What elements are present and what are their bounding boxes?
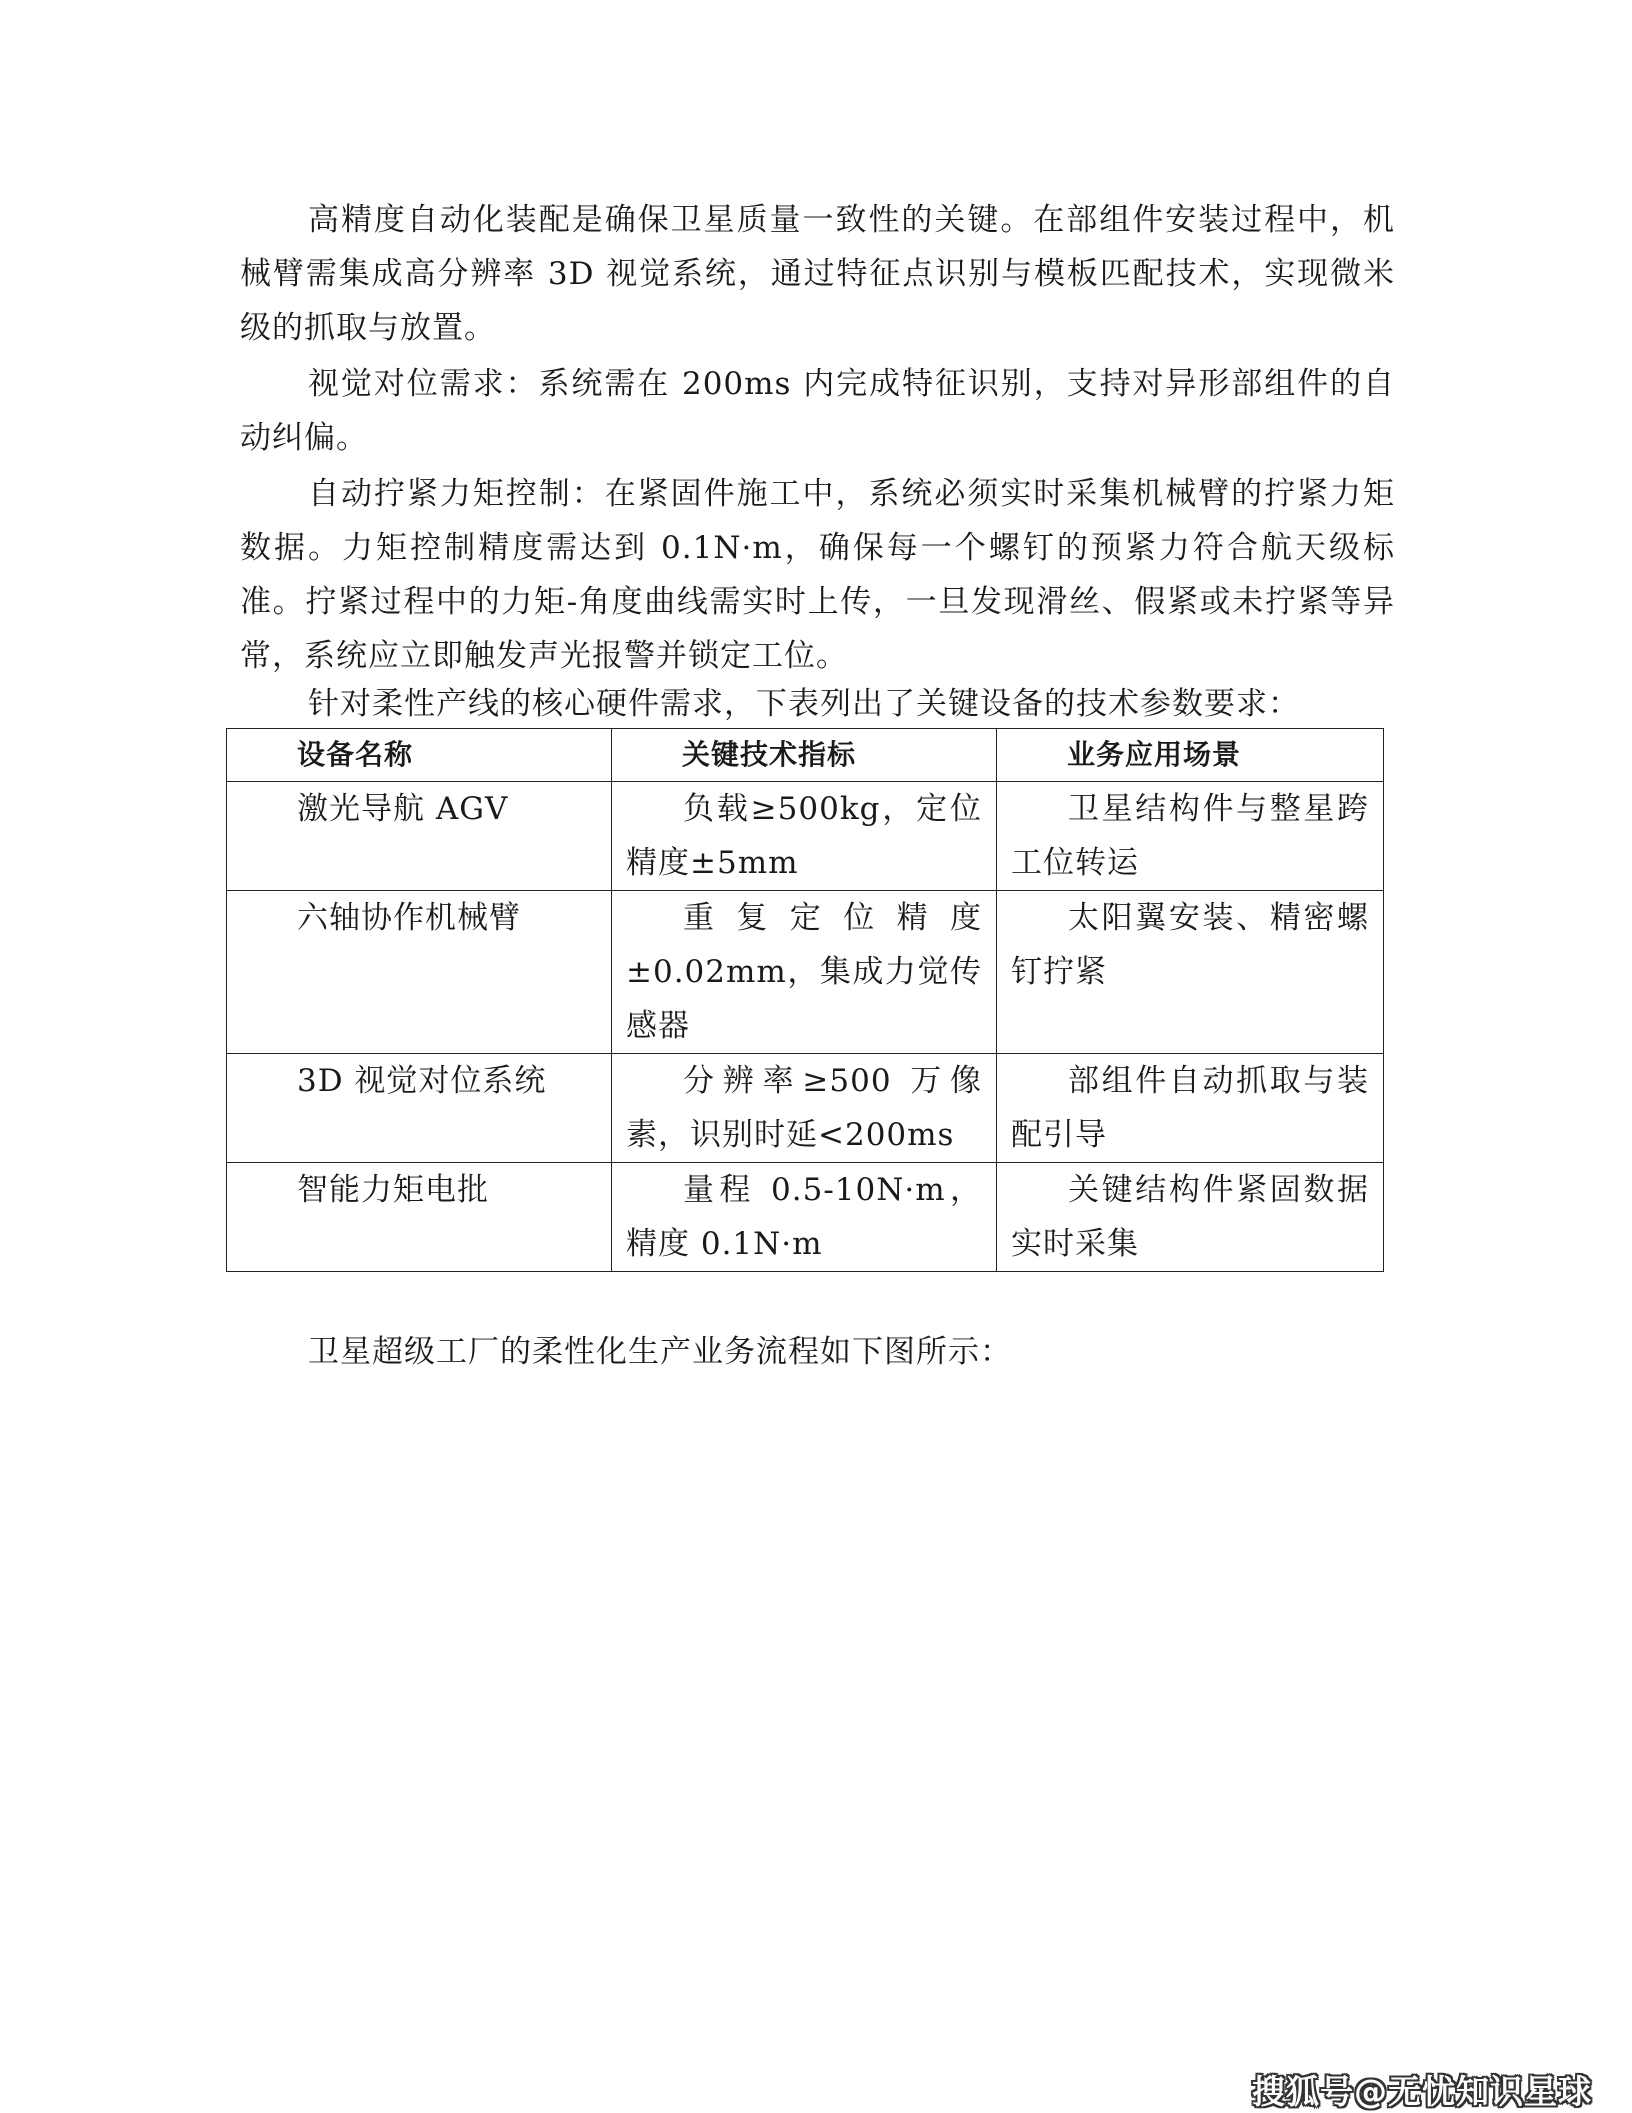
cell-device-name: 智能力矩电批	[227, 1163, 612, 1272]
cell-device-name: 激光导航 AGV	[227, 782, 612, 891]
header-key-indicators: 关键技术指标	[612, 729, 997, 782]
cell-key-indicators: 重复定位精度±0.02mm，集成力觉传感器	[612, 891, 997, 1054]
cell-device-name: 六轴协作机械臂	[227, 891, 612, 1054]
cell-key-indicators: 量程 0.5-10N·m，精度 0.1N·m	[612, 1163, 997, 1272]
paragraph-table-intro: 针对柔性产线的核心硬件需求，下表列出了关键设备的技术参数要求：	[308, 686, 1300, 722]
cell-key-indicators: 分辨率≥500 万像素，识别时延<200ms	[612, 1054, 997, 1163]
table-row	[227, 1163, 1384, 1272]
header-device-name: 设备名称	[227, 729, 612, 782]
header-application-scenario: 业务应用场景	[997, 729, 1384, 782]
cell-device-name: 3D 视觉对位系统	[227, 1054, 612, 1163]
table-header-row	[227, 729, 1384, 782]
table-row	[227, 1054, 1384, 1163]
table-row	[227, 782, 1384, 891]
cell-application-scenario: 关键结构件紧固数据实时采集	[997, 1163, 1384, 1272]
paragraph-torque-control: 自动拧紧力矩控制：在紧固件施工中，系统必须实时采集机械臂的拧紧力矩数据。力矩控制精度需达到 0.1N·m，确保每一个螺钉的预紧力符合航天级标准。拧紧过程中的力矩-角度曲线需实时上传，一旦发现滑丝、假紧或未拧紧等异常，系统应立即触发声光报警并锁定工位。	[240, 476, 1395, 674]
cell-application-scenario: 卫星结构件与整星跨工位转运	[997, 782, 1384, 891]
cell-application-scenario: 太阳翼安装、精密螺钉拧紧	[997, 891, 1384, 1054]
equipment-spec-table	[226, 728, 1384, 1272]
paragraph-flow-intro: 卫星超级工厂的柔性化生产业务流程如下图所示：	[308, 1334, 1012, 1370]
paragraph-vision-alignment: 视觉对位需求：系统需在 200ms 内完成特征识别，支持对异形部组件的自动纠偏。	[240, 366, 1395, 456]
cell-key-indicators: 负载≥500kg，定位精度±5mm	[612, 782, 997, 891]
cell-application-scenario: 部组件自动抓取与装配引导	[997, 1054, 1384, 1163]
source-watermark: 搜狐号@无忧知识星球	[1252, 2072, 1592, 2111]
table-row	[227, 891, 1384, 1054]
paragraph-assembly-intro: 高精度自动化装配是确保卫星质量一致性的关键。在部组件安装过程中，机械臂需集成高分辨率 3D 视觉系统，通过特征点识别与模板匹配技术，实现微米级的抓取与放置。	[240, 202, 1395, 346]
